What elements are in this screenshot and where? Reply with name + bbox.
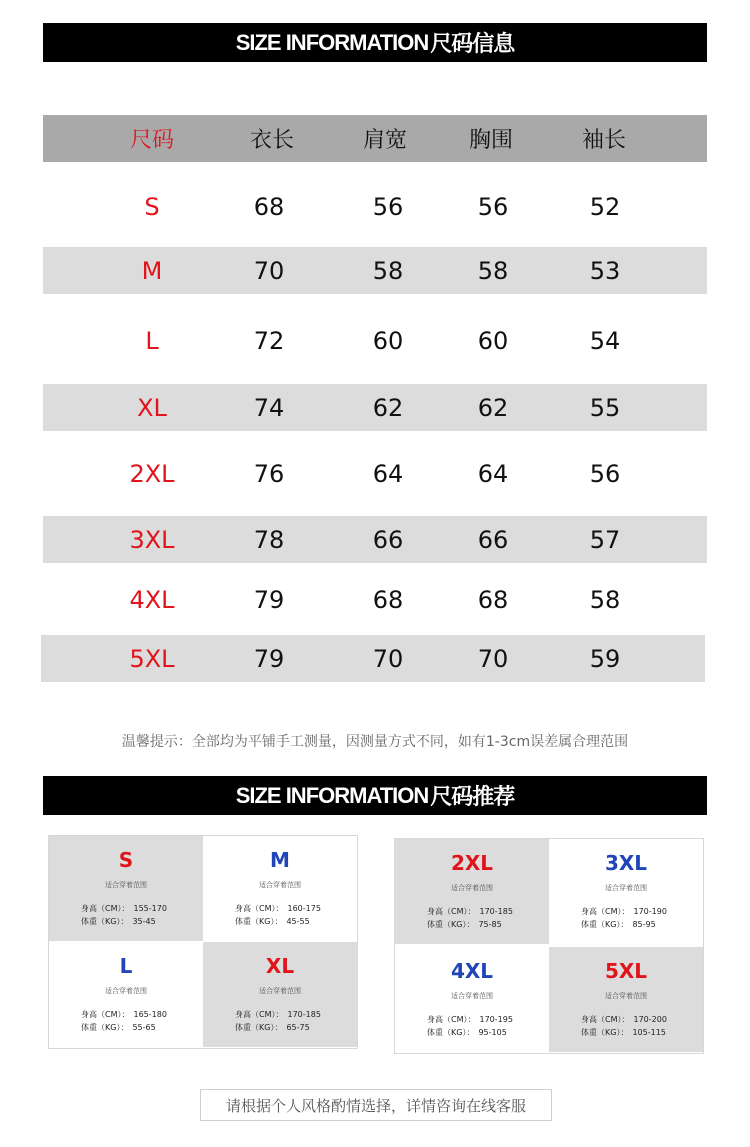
shoulder-cell: 58 <box>372 256 404 285</box>
sleeve-cell: 58 <box>589 586 621 614</box>
header-sleeve: 袖长 <box>581 128 626 153</box>
rec-size: M <box>270 848 290 872</box>
table-row <box>43 247 707 294</box>
recommend-box-4xl <box>395 947 549 1052</box>
header-chest: 胸围 <box>468 128 513 153</box>
rec-subtitle: 适合穿着范围 <box>605 992 647 1000</box>
length-cell: 68 <box>253 193 285 221</box>
chest-cell: 70 <box>477 644 509 673</box>
table-row <box>43 449 707 499</box>
recommend-box-m <box>203 836 357 941</box>
rec-subtitle: 适合穿着范围 <box>105 987 147 995</box>
height-label: 身高（CM）： <box>81 904 130 913</box>
size-cell: 5XL <box>129 644 175 673</box>
length-cell: 78 <box>253 525 285 554</box>
chest-cell: 62 <box>477 393 509 422</box>
height-value: 170-190 <box>633 907 667 916</box>
size-cell: M <box>141 256 163 285</box>
size-recommend-banner <box>43 776 707 815</box>
shoulder-cell: 70 <box>372 644 404 673</box>
shoulder-cell: 62 <box>372 393 404 422</box>
height-value: 155-170 <box>133 904 167 913</box>
weight-label: 体重（KG）： <box>81 1023 129 1032</box>
shoulder-cell: 64 <box>372 460 404 488</box>
rec-subtitle: 适合穿着范围 <box>259 881 301 889</box>
sleeve-cell: 56 <box>589 460 621 488</box>
weight-value: 45-55 <box>286 917 310 926</box>
rec-info <box>235 902 357 928</box>
height-value: 170-185 <box>287 1010 321 1019</box>
height-value: 170-195 <box>479 1015 513 1024</box>
table-row <box>43 575 707 625</box>
weight-label: 体重（KG）： <box>235 1023 283 1032</box>
recommend-card-left <box>48 835 358 1049</box>
shoulder-cell: 68 <box>372 586 404 614</box>
rec-size: 2XL <box>450 851 494 875</box>
table-row <box>41 635 705 682</box>
sleeve-cell: 57 <box>589 525 621 554</box>
table-row <box>43 316 707 366</box>
chest-cell: 68 <box>477 586 509 614</box>
weight-value: 75-85 <box>478 920 502 929</box>
weight-label: 体重（KG）： <box>581 1028 629 1037</box>
recommend-card-right <box>394 838 704 1054</box>
header-length: 衣长 <box>249 128 294 153</box>
weight-value: 85-95 <box>632 920 656 929</box>
rec-info <box>235 1008 357 1034</box>
sleeve-cell: 55 <box>589 393 621 422</box>
weight-value: 95-105 <box>478 1028 507 1037</box>
recommend-box-5xl <box>549 947 703 1052</box>
height-label: 身高（CM）： <box>427 907 476 916</box>
rec-size: S <box>118 848 134 872</box>
rec-subtitle: 适合穿着范围 <box>605 884 647 892</box>
height-value: 165-180 <box>133 1010 167 1019</box>
length-cell: 76 <box>253 460 285 488</box>
shoulder-cell: 56 <box>372 193 404 221</box>
shoulder-cell: 60 <box>372 327 404 355</box>
height-label: 身高（CM）： <box>81 1010 130 1019</box>
rec-size: 5XL <box>604 959 648 983</box>
height-label: 身高（CM）： <box>581 907 630 916</box>
height-label: 身高（CM）： <box>581 1015 630 1024</box>
rec-info <box>81 902 203 928</box>
recommend-box-xl <box>203 942 357 1047</box>
recommend-box-2xl <box>395 839 549 944</box>
footer-note: 请根据个人风格酌情选择，详情咨询在线客服 <box>200 1089 552 1121</box>
rec-info <box>427 905 549 931</box>
weight-label: 体重（KG）： <box>81 917 129 926</box>
shoulder-cell: 66 <box>372 525 404 554</box>
height-label: 身高（CM）： <box>235 1010 284 1019</box>
size-cell: 3XL <box>129 525 175 554</box>
rec-size: 4XL <box>450 959 494 983</box>
sleeve-cell: 59 <box>589 644 621 673</box>
weight-label: 体重（KG）： <box>427 1028 475 1037</box>
table-row <box>43 182 707 232</box>
rec-info <box>581 1013 703 1039</box>
weight-value: 35-45 <box>132 917 156 926</box>
weight-label: 体重（KG）： <box>427 920 475 929</box>
length-cell: 74 <box>253 393 285 422</box>
rec-subtitle: 适合穿着范围 <box>451 992 493 1000</box>
recommend-box-l <box>49 942 203 1047</box>
table-row <box>43 384 707 431</box>
length-cell: 79 <box>253 644 285 673</box>
length-cell: 70 <box>253 256 285 285</box>
height-label: 身高（CM）： <box>427 1015 476 1024</box>
rec-subtitle: 适合穿着范围 <box>105 881 147 889</box>
chest-cell: 64 <box>477 460 509 488</box>
size-cell: XL <box>137 393 167 422</box>
rec-size: 3XL <box>604 851 648 875</box>
rec-info <box>581 905 703 931</box>
size-info-banner <box>43 23 707 62</box>
rec-subtitle: 适合穿着范围 <box>451 884 493 892</box>
height-value: 170-185 <box>479 907 513 916</box>
header-size: 尺码 <box>129 128 174 153</box>
header-shoulder: 肩宽 <box>362 128 407 153</box>
size-cell: L <box>145 327 159 355</box>
recommend-box-s <box>49 836 203 941</box>
banner-title-cn: 尺码推荐 <box>430 784 515 809</box>
banner-title-en: SIZE INFORMATION <box>235 29 429 55</box>
rec-info <box>81 1008 203 1034</box>
sleeve-cell: 53 <box>589 256 621 285</box>
table-header <box>43 115 707 162</box>
rec-size: L <box>119 954 133 978</box>
banner-title-en: SIZE INFORMATION <box>235 782 429 808</box>
weight-value: 105-115 <box>632 1028 666 1037</box>
sleeve-cell: 54 <box>589 327 621 355</box>
sleeve-cell: 52 <box>589 193 621 221</box>
rec-info <box>427 1013 549 1039</box>
weight-label: 体重（KG）： <box>581 920 629 929</box>
size-cell: 2XL <box>129 460 175 488</box>
size-cell: 4XL <box>129 586 175 614</box>
weight-value: 65-75 <box>286 1023 310 1032</box>
length-cell: 72 <box>253 327 285 355</box>
chest-cell: 60 <box>477 327 509 355</box>
size-cell: S <box>144 193 160 221</box>
chest-cell: 56 <box>477 193 509 221</box>
weight-value: 55-65 <box>132 1023 156 1032</box>
banner-title-cn: 尺码信息 <box>430 31 515 56</box>
chest-cell: 58 <box>477 256 509 285</box>
rec-subtitle: 适合穿着范围 <box>259 987 301 995</box>
height-label: 身高（CM）： <box>235 904 284 913</box>
height-value: 160-175 <box>287 904 321 913</box>
weight-label: 体重（KG）： <box>235 917 283 926</box>
chest-cell: 66 <box>477 525 509 554</box>
table-row <box>43 516 707 563</box>
length-cell: 79 <box>253 586 285 614</box>
height-value: 170-200 <box>633 1015 667 1024</box>
measurement-tip: 温馨提示：全部均为平铺手工测量，因测量方式不同，如有1-3cm误差属合理范围 <box>121 734 629 750</box>
recommend-box-3xl <box>549 839 703 944</box>
rec-size: XL <box>265 954 295 978</box>
